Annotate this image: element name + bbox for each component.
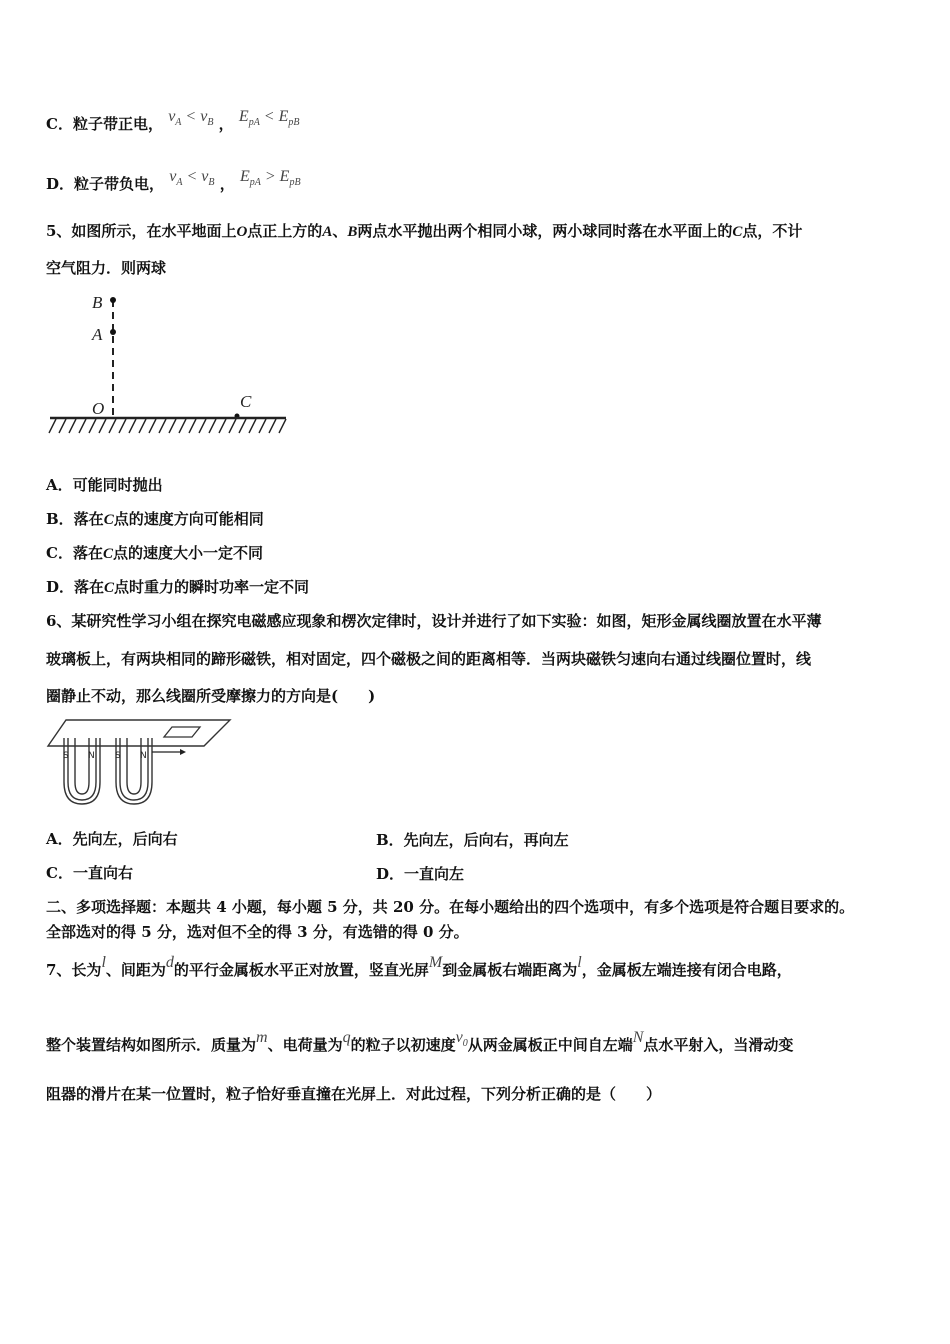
q5-option-a: A．可能同时抛出 xyxy=(46,476,163,494)
q6-option-a: A．先向左，后向右 xyxy=(46,830,178,848)
q5-option-b: B．落在C点的速度方向可能相同 xyxy=(46,510,264,528)
q7-stem-line2: 整个装置结构如图所示．质量为m、电荷量为q的粒子以初速度$v_0$从两金属板正中间自左端N点水平射入，当滑动变 xyxy=(46,1029,794,1054)
math-formula: $E_{pA} > E_{pB}$ xyxy=(239,168,301,189)
q5-stem-line2: 空气阻力．则两球 xyxy=(46,259,167,277)
coil-rectangle xyxy=(164,727,200,737)
q7-stem-line1: 7、长为l、间距为d的平行金属板水平正对放置，竖直光屏M到金属板右端距离为l，金属板左端连接有闭合电路， xyxy=(46,954,792,979)
pole-s-1: S xyxy=(63,751,69,761)
label-o: O xyxy=(92,399,105,418)
magnet-1 xyxy=(64,738,100,804)
q6-option-c: C．一直向右 xyxy=(46,864,133,882)
q5-option-d: D．落在C点时重力的瞬时功率一定不同 xyxy=(46,578,310,596)
pole-n-2: N xyxy=(140,751,147,761)
q7-stem-line3: 阻器的滑片在某一位置时，粒子恰好垂直撞在光屏上．对此过程，下列分析正确的是（ ） xyxy=(46,1085,662,1103)
ground-hatching xyxy=(49,419,286,433)
q5-stem-line1: 5、如图所示，在水平地面上O点正上方的A、B两点水平抛出两个相同小球，两小球同时落在水平面上的C点，不计 xyxy=(46,222,803,240)
point-a xyxy=(110,329,116,335)
q6-stem-line1: 6、某研究性学习小组在探究电磁感应现象和楞次定律时，设计并进行了如下实验：如图，矩形金属线圈放置在水平薄 xyxy=(46,612,822,630)
label-a: A xyxy=(92,325,103,344)
q6-magnet-figure xyxy=(44,716,234,808)
point-b xyxy=(110,297,116,303)
label-b: B xyxy=(92,293,103,312)
pole-s-2: S xyxy=(115,751,121,761)
arrow-head-icon xyxy=(180,749,186,755)
q6-stem-line3: 圈静止不动，那么线圈所受摩擦力的方向是( ) xyxy=(46,687,376,705)
magnet-2 xyxy=(116,738,152,804)
math-formula: $v_A < v_B$ xyxy=(168,108,214,129)
section2-line2: 全部选对的得 5 分，选对但不全的得 3 分，有选错的得 0 分。 xyxy=(46,923,469,941)
math-formula: $v_A < v_B$ xyxy=(169,168,215,189)
pole-n-1: N xyxy=(88,751,95,761)
label-c: C xyxy=(240,392,252,411)
q6-option-b: B．先向左，后向右，再向左 xyxy=(376,831,569,849)
option-text: C．粒子带正电， xyxy=(46,115,163,133)
math-formula: $E_{pA} < E_{pB}$ xyxy=(238,108,300,129)
q6-stem-line2: 玻璃板上，有两块相同的蹄形磁铁，相对固定，四个磁极之间的距离相等．当两块磁铁匀速向右通过线圈位置时，线 xyxy=(46,650,812,668)
q5-option-c: C．落在C点的速度大小一定不同 xyxy=(46,544,263,562)
option-text: D．粒子带负电， xyxy=(46,175,165,193)
q6-option-d: D．一直向左 xyxy=(376,865,465,883)
q4-option-c: C．粒子带正电， $v_A < v_B$ ， $E_{pA} < E_{pB}$ xyxy=(46,108,300,133)
q5-projectile-figure xyxy=(44,290,294,440)
q4-option-d: D．粒子带负电， $v_A < v_B$ ， $E_{pA} > E_{pB}$ xyxy=(46,168,301,193)
section2-line1: 二、多项选择题：本题共 4 小题，每小题 5 分，共 20 分。在每小题给出的四个选项中，有多个选项是符合题目要求的。 xyxy=(46,898,855,916)
